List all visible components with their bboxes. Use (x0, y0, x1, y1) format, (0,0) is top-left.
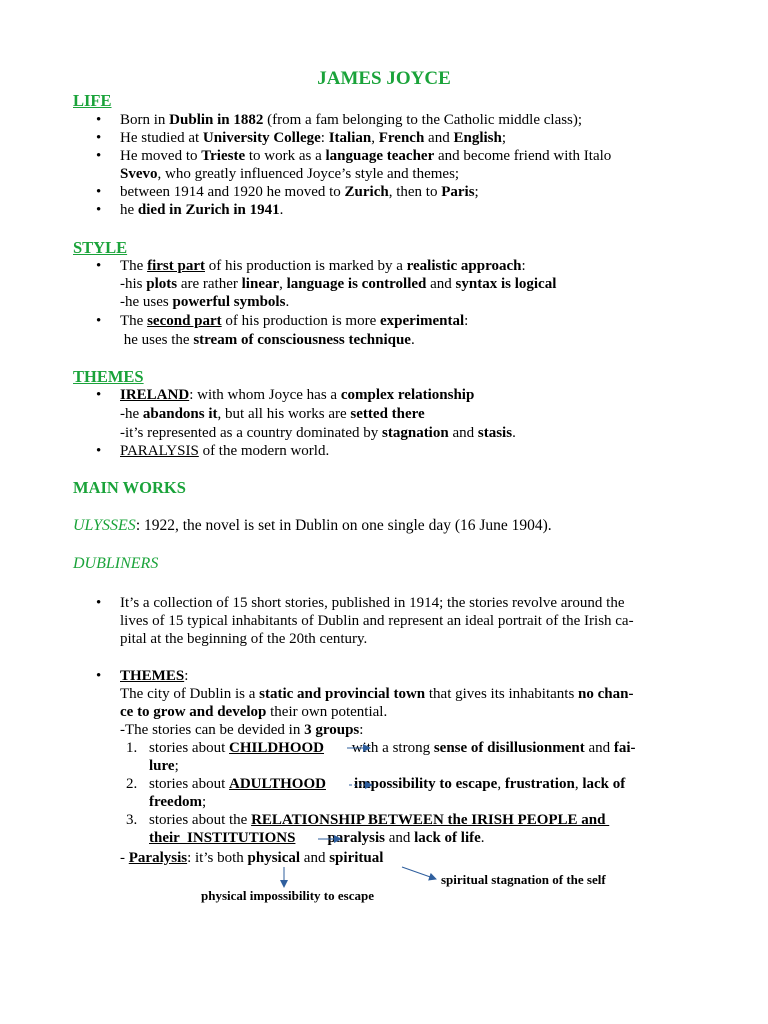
dubliners-line-1: It’s a collection of 15 short stories, published in 1914; the stories revolve around the (120, 595, 625, 611)
group-1-line: stories about CHILDHOOD with a strong sense of disillusionment and fai- (149, 740, 636, 756)
list-number: 3. (126, 812, 138, 828)
themes-line-4: PARALYSIS of the modern world. (120, 443, 330, 459)
bullet: • (96, 112, 102, 128)
bullet: • (96, 668, 102, 684)
ulysses-line: ULYSSES: 1922, the novel is set in Dublin on one single day (16 June 1904). (73, 517, 552, 534)
group-3-line-b: their INSTITUTIONS paralysis and lack of life. (149, 830, 485, 846)
group-3-line: stories about the RELATIONSHIP BETWEEN the IRISH PEOPLE and (149, 812, 610, 828)
bullet: • (96, 258, 102, 274)
bullet: • (96, 202, 102, 218)
style-line-5: he uses the stream of consciousness technique. (120, 332, 415, 348)
list-number: 2. (126, 776, 138, 792)
dubliners-line-2: lives of 15 typical inhabitants of Dublin and represent an ideal portrait of the Irish ca- (120, 613, 634, 629)
themes-heading: THEMES (73, 367, 144, 386)
dubliners-themes-line-3: -The stories can be devided in 3 groups: (120, 722, 364, 738)
dubliners-heading: DUBLINERS (73, 555, 159, 572)
themes-line-3: -it’s represented as a country dominated by stagnation and stasis. (120, 425, 516, 441)
bullet: • (96, 443, 102, 459)
style-heading: STYLE (73, 238, 128, 257)
main-works-heading: MAIN WORKS (73, 478, 186, 497)
life-line-5: he died in Zurich in 1941. (120, 202, 284, 218)
bullet: • (96, 130, 102, 146)
group-2-line-b: freedom; (149, 794, 207, 810)
bullet: • (96, 595, 102, 611)
bullet: • (96, 313, 102, 329)
style-line-1: The first part of his production is marked by a realistic approach: (120, 258, 526, 274)
style-line-3: -he uses powerful symbols. (120, 294, 290, 310)
life-heading: LIFE (73, 91, 112, 110)
physical-note: physical impossibility to escape (201, 888, 374, 903)
bullet: • (96, 148, 102, 164)
arrow-spiritual (402, 867, 436, 879)
life-line-3: He moved to Trieste to work as a language teacher and become friend with Italo (120, 148, 612, 164)
dubliners-themes-line-1: The city of Dublin is a static and provincial town that gives its inhabitants no chan- (120, 686, 634, 702)
dubliners-themes-line-2: ce to grow and develop their own potential. (120, 704, 388, 720)
list-number: 1. (126, 740, 138, 756)
style-line-4: The second part of his production is more experimental: (120, 313, 469, 329)
style-line-2: -his plots are rather linear, language is controlled and syntax is logical (120, 276, 557, 292)
dubliners-line-3: pital at the beginning of the 20th century. (120, 631, 368, 647)
page-title: JAMES JOYCE (317, 68, 451, 89)
group-1-line-b: lure; (149, 758, 179, 774)
group-2-line: stories about ADULTHOOD impossibility to escape, frustration, lack of (149, 776, 626, 792)
life-line-4: between 1914 and 1920 he moved to Zurich, then to Paris; (120, 184, 479, 200)
life-line-3b: Svevo, who greatly influenced Joyce’s style and themes; (120, 166, 460, 182)
life-line-1: Born in Dublin in 1882 (from a fam belonging to the Catholic middle class); (120, 112, 583, 128)
bullet: • (96, 387, 102, 403)
dubliners-themes-head: THEMES: (120, 668, 189, 684)
themes-line-1: IRELAND: with whom Joyce has a complex relationship (120, 387, 475, 403)
life-line-2: He studied at University College: Italian, French and English; (120, 130, 507, 146)
bullet: • (96, 184, 102, 200)
spiritual-note: spiritual stagnation of the self (441, 872, 606, 887)
themes-line-2: -he abandons it, but all his works are setted there (120, 406, 425, 422)
paralysis-line: - Paralysis: it’s both physical and spiritual (120, 850, 384, 866)
